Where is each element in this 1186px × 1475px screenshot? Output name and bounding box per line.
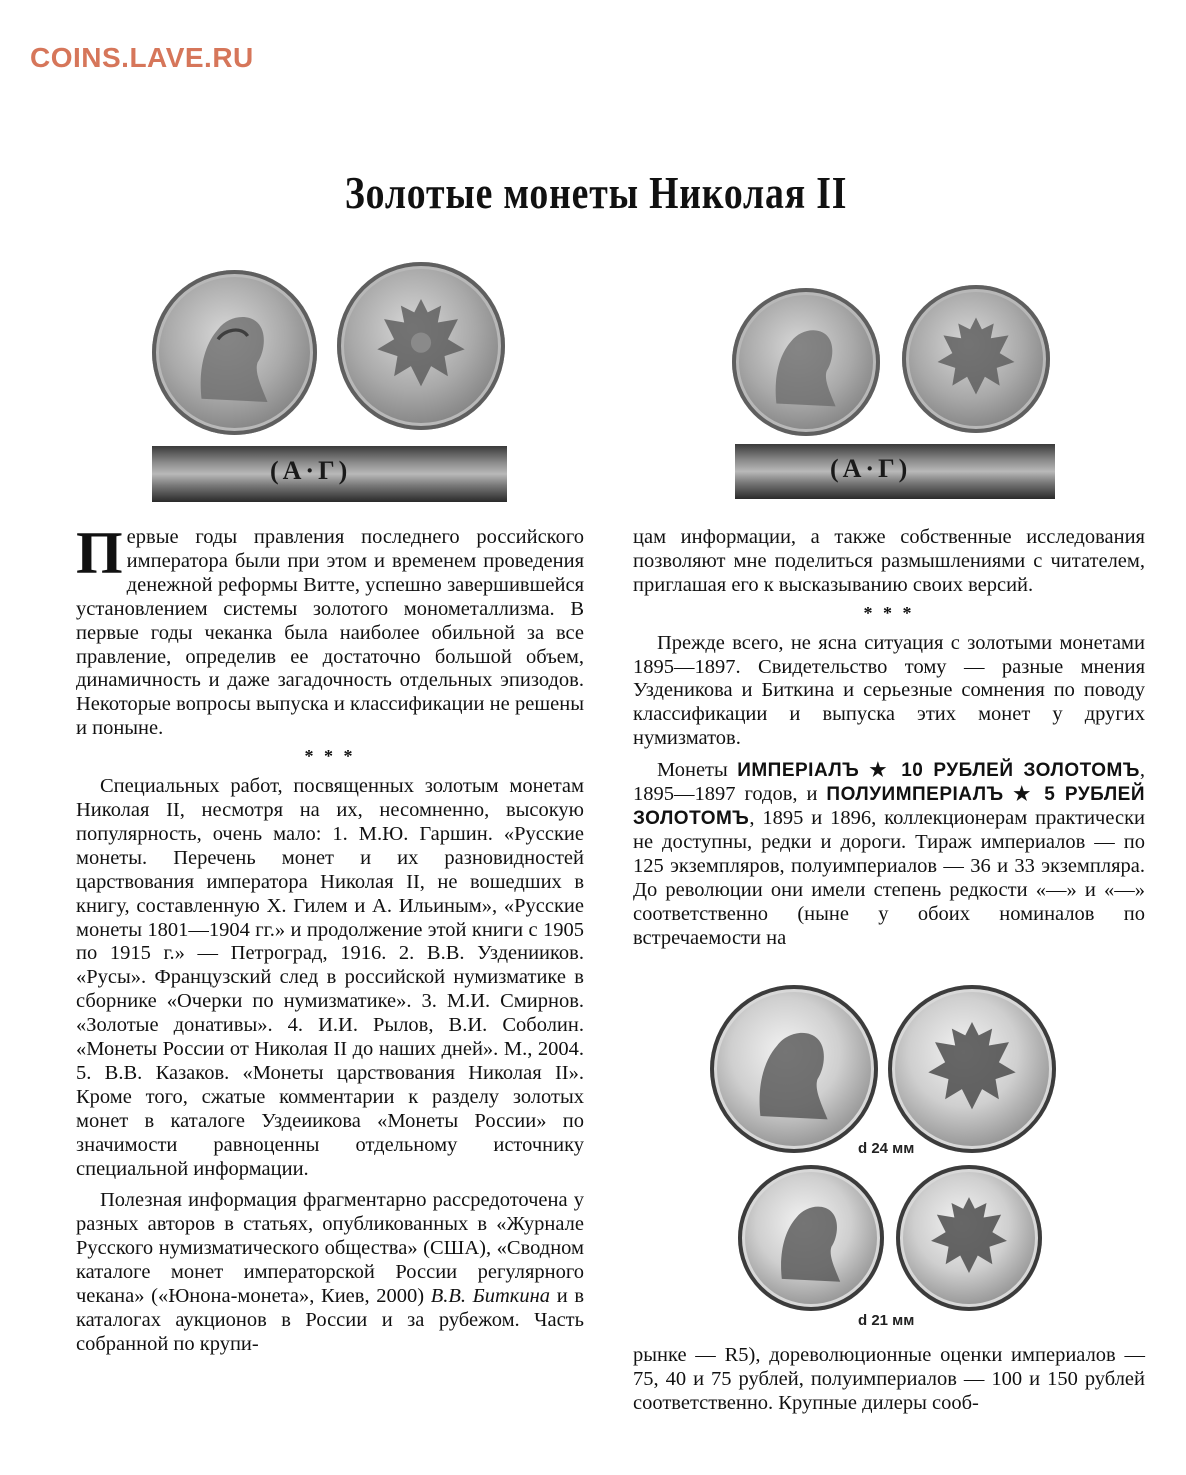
coin-semi-imperial-reverse [896,1165,1042,1311]
paragraph-info [76,1189,584,1356]
section-divider: * * * [863,602,915,623]
left-column [76,520,585,1357]
paragraph-info-a: Полезная информация фрагментарно рассредоточена у разных авторов в статьях, опубликованных в «Журнале Русского нумизматического общества» (США), «Сводном каталоге монет императорской России регулярного чекана» («Юнона-монета», Киев, 2000) [76,1189,584,1308]
edge-mark-right: (А·Г) [830,454,912,483]
paragraph-info-b: и в каталогах аукционов в России и за рубежом. Часть собранной по крупи- [76,1285,585,1355]
coin-reverse-7r50 [902,285,1050,433]
eagle-icon [896,1165,1042,1311]
section-divider: * * * [304,746,356,767]
coins-c: , 1895 и 1896, коллекционерам практически не доступны, редки и дороги. Тираж империалов — по 125 экземпляров, полуимпериалов — 36 и 33 экземпляра. До революции они имели степень редкости «—» и «—» соответственно (ныне у обоих номиналов по встречаемости на [633,806,1145,949]
coin-imperial-obverse [710,985,878,1153]
caption-d24: d 24 мм [858,1140,915,1157]
coin-name-semi-imperial: ПОЛУИМПЕРIАЛЪ ★ 5 РУБЛЕЙ ЗОЛОТОМЪ [633,784,1145,829]
paragraph-coins [633,759,1145,950]
portrait-icon [738,1165,884,1311]
coin-obverse-7r50 [732,288,880,436]
paragraph-sources: Специальных работ, посвященных золотым монетам Николая II, несмотря на их, несомненно, высокую популярность, очень мало: 1. М.Ю. Гаршин. «Русские монеты. Перечень монет и их разновидностей царствования императора Николая II, не вошедших в книгу, составленную Х. Гилем и А. Ильиным», «Русские монеты 1801—1904 гг.» и продолжение этой книги с 1905 по 1915 г.» — Петроград, 1916. 2. В.В. Узденииков. «Русы». Французский след в российской нумизматике в сборнике «Очерки по нумизматике». 3. М.И. Смирнов. «Золотые донативы». 4. И.И. Рылов, В.И. Соболин. «Монеты России от Николая II до наших дней». М., 2004. 5. В.В. Казаков. «Монеты царствования Николая II». Кроме того, сжатые комментарии к разделу золотых монет в каталоге Уздеиикова «Монеты России» по значимости равноценны отдельному источнику специальной информации. [76,775,584,1180]
coins-a: Монеты [657,759,738,782]
author-name: В.В. Биткина [430,1285,551,1308]
paragraph-intro [76,520,584,741]
dropcap: П [76,520,123,586]
caption-d21: d 21 мм [858,1312,915,1329]
paragraph-market: рынке — R5), дореволюционные оценки империалов — 75, 40 и 75 рублей, полуимпериалов — 100 и 150 рублей соответственно. Крупные дилеры сооб- [633,1344,1145,1414]
coin-semi-imperial-obverse [738,1165,884,1311]
portrait-icon [152,270,317,435]
eagle-icon [888,985,1056,1153]
watermark: COINS.LAVE.RU [30,42,254,73]
right-column-bottom [633,1344,1145,1416]
right-column-top [633,526,1145,950]
coin-reverse-15r [337,262,505,430]
portrait-icon [732,288,880,436]
eagle-icon [337,262,505,430]
eagle-icon [902,285,1050,433]
portrait-icon [710,985,878,1153]
paragraph-continued: цам информации, а также собственные исследования позволяют мне поделиться размышлениями с читателем, приглашая его к высказыванию своих версий. [633,526,1145,596]
paragraph-intro-text: ервые годы правления последнего российского императора были при этом и временем проведения денежной реформы Витте, успешно завершившейся установлением системы золотого монометаллизма. В первые годы чеканка была наиболее обильной за все правление, определив ее достаточно большой объем, динамичность и даже загадочность отдельных эпизодов. Некоторые вопросы выпуска и классификации не решены и поныне. [76,526,584,740]
paragraph-situation: Прежде всего, не ясна ситуация с золотыми монетами 1895—1897. Свидетельство тому — разные мнения Узденикова и Биткина и серьезные сомнения по поводу классификации и выпуска этих монет у других нумизматов. [633,631,1145,750]
coin-imperial-reverse [888,985,1056,1153]
page-title: Золотые монеты Николая II [344,167,848,218]
edge-mark-left: (А·Г) [270,456,352,485]
coins-b: , 1895—1897 годов, и [633,759,1145,806]
coin-name-imperial: ИМПЕРIАЛЪ ★ 10 РУБЛЕЙ ЗОЛОТОМЪ [737,760,1140,782]
coin-obverse-15r [152,270,317,435]
